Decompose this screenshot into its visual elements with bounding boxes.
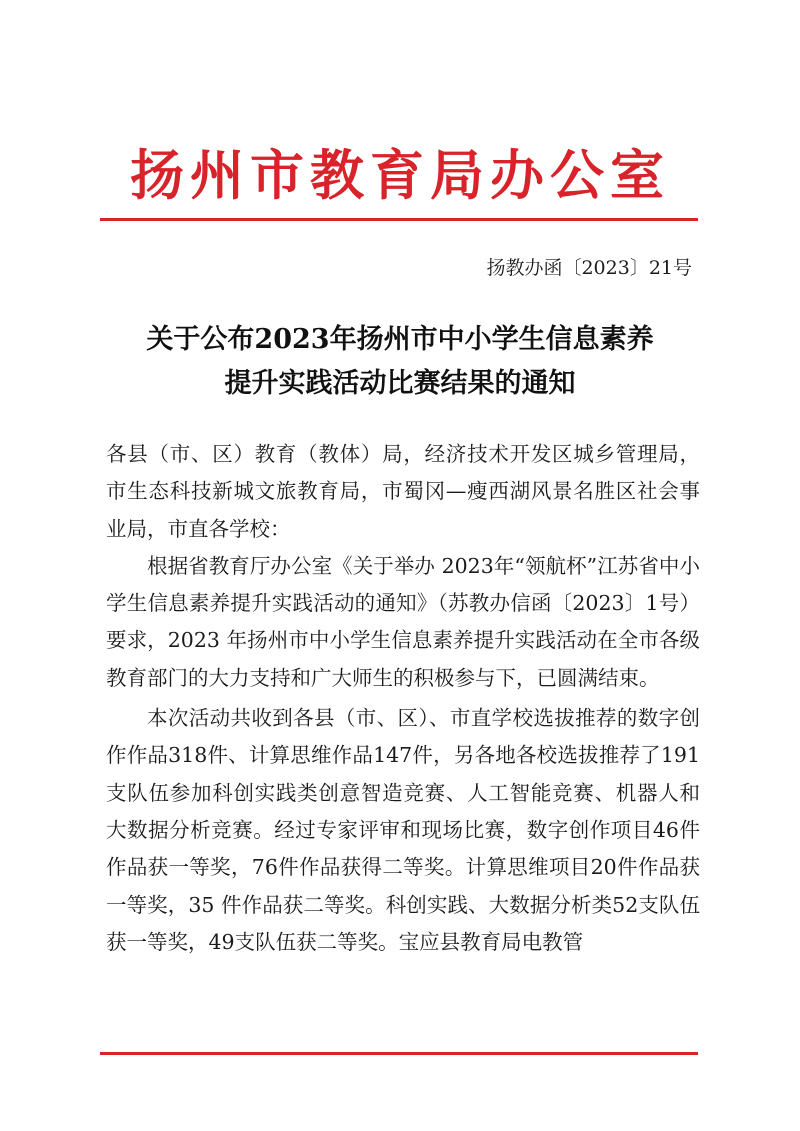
body-paragraph-1: 根据省教育厅办公室《关于举办 2023年“领航杯”江苏省中小学生信息素养提升实践活动的通知》（苏教办信函〔2023〕1号）要求，2023 年扬州市中小学生信息素养提升实践活动在全市各级教育部门的大力支持和广大师生的积极参与下，已圆满结束。 xyxy=(106,553,700,690)
body-paragraph-2: 本次活动共收到各县（市、区）、市直学校选拔推荐的数字创作作品318件、计算思维作品147件，另各地各校选拔推荐了191支队伍参加科创实践类创意智造竞赛、人工智能竞赛、机器人和大数据分析竞赛。经过专家评审和现场比赛，数字创作项目46件作品获一等奖，76件作品获得二等奖。计算思维项目20件作品获一等奖，35 件作品获二等奖。科创实践、大数据分析类52支队伍获一等奖，49支队伍获二等奖。宝应县教育局电教管 xyxy=(106,706,700,954)
issuing-office-title: 扬州市教育局办公室 xyxy=(130,143,670,207)
notice-title xyxy=(100,318,700,406)
header-red-rule xyxy=(100,218,698,221)
notice-title-line-1: 关于公布2023年扬州市中小学生信息素养 xyxy=(146,324,654,355)
footer-red-rule xyxy=(100,1052,698,1055)
notice-title-line-2: 提升实践活动比赛结果的通知 xyxy=(224,368,576,399)
salutation: 各县（市、区）教育（教体）局，经济技术开发区城乡管理局，市生态科技新城文旅教育局，市蜀冈—瘦西湖风景名胜区社会事业局，市直各学校： xyxy=(106,442,700,541)
document-number: 扬教办函〔2023〕21号 xyxy=(486,257,692,279)
notice-body xyxy=(106,436,700,961)
